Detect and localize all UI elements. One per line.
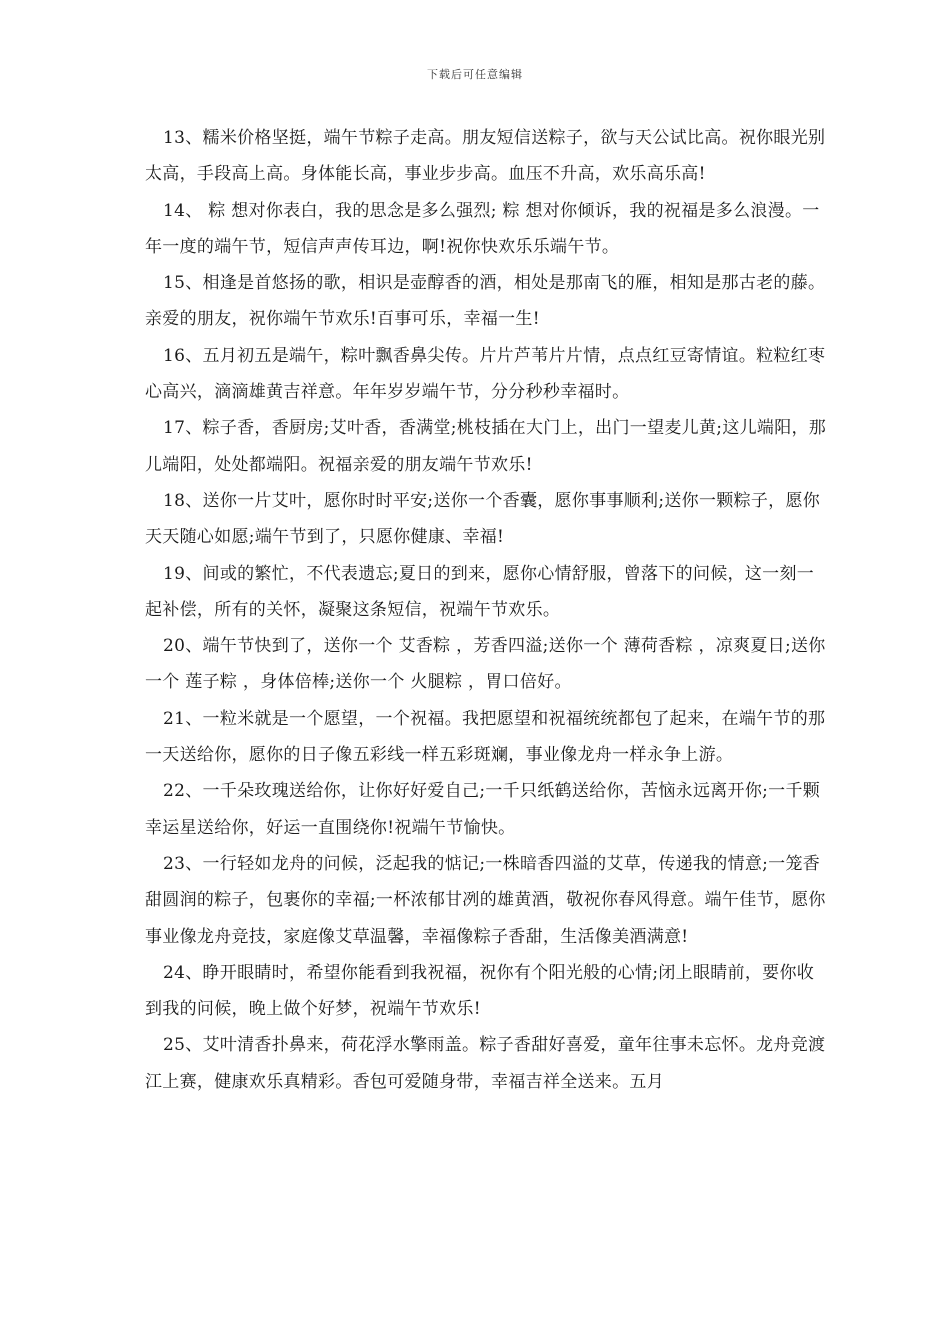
paragraph-23: 23、一行轻如龙舟的问候，泛起我的惦记;一株暗香四溢的艾草，传递我的情意;一笼香甜圆润的粽子，包裹你的幸福;一杯浓郁甘冽的雄黄酒，敬祝你春风得意。端午佳节，愿你事业像龙舟竞技，家庭像艾草温馨，幸福像粽子香甜，生活像美酒满意! xyxy=(145,853,826,947)
paragraph-14: 14、 粽 想对你表白，我的思念是多么强烈; 粽 想对你倾诉，我的祝福是多么浪漫。一年一度的端午节，短信声声传耳边，啊!祝你快欢乐乐端午节。 xyxy=(145,200,820,257)
paragraph-16: 16、五月初五是端午，粽叶飘香鼻尖传。片片芦苇片片情，点点红豆寄情谊。粒粒红枣心高兴，滴滴雄黄吉祥意。年年岁岁端午节，分分秒秒幸福时。 xyxy=(145,345,826,403)
document-body xyxy=(145,120,827,1100)
page-header: 下载后可任意编辑 xyxy=(427,68,523,81)
paragraph-22: 22、一千朵玫瑰送给你，让你好好爱自己;一千只纸鹤送给你，苦恼永远离开你;一千颗幸运星送给你，好运一直围绕你!祝端午节愉快。 xyxy=(145,781,821,838)
paragraph-13: 13、糯米价格坚挺，端午节粽子走高。朋友短信送粽子，欲与天公试比高。祝你眼光别太高，手段高上高。身体能长高，事业步步高。血压不升高，欢乐高乐高! xyxy=(145,128,826,185)
paragraph-17: 17、粽子香，香厨房;艾叶香，香满堂;桃枝插在大门上，出门一望麦儿黄;这儿端阳，那儿端阳，处处都端阳。祝福亲爱的朋友端午节欢乐! xyxy=(145,418,827,475)
paragraph-18: 18、送你一片艾叶，愿你时时平安;送你一个香囊，愿你事事顺利;送你一颗粽子，愿你天天随心如愿;端午节到了，只愿你健康、幸福! xyxy=(145,490,821,548)
paragraph-24: 24、睁开眼睛时，希望你能看到我祝福，祝你有个阳光般的心情;闭上眼睛前，要你收到我的问候，晚上做个好梦，祝端午节欢乐! xyxy=(145,962,815,1020)
paragraph-19: 19、间或的繁忙，不代表遗忘;夏日的到来，愿你心情舒服，曾落下的问候，这一刻一起补偿，所有的关怀，凝聚这条短信，祝端午节欢乐。 xyxy=(145,563,815,620)
paragraph-25: 25、艾叶清香扑鼻来，荷花浮水擎雨盖。粽子香甜好喜爱，童年往事未忘怀。龙舟竞渡江上赛，健康欢乐真精彩。香包可爱随身带，幸福吉祥全送来。五月 xyxy=(145,1035,826,1092)
paragraph-15: 15、相逢是首悠扬的歌，相识是壶醇香的酒，相处是那南飞的雁，相知是那古老的藤。亲爱的朋友，祝你端午节欢乐!百事可乐，幸福一生! xyxy=(145,273,826,330)
paragraph-20: 20、端午节快到了，送你一个 艾香粽 ，芳香四溢;送你一个 薄荷香粽 ，凉爽夏日;送你一个 莲子粽 ，身体倍棒;送你一个 火腿粽 ，胃口倍好。 xyxy=(145,636,826,693)
paragraph-21: 21、一粒米就是一个愿望，一个祝福。我把愿望和祝福统统都包了起来，在端午节的那一天送给你，愿你的日子像五彩线一样五彩斑斓，事业像龙舟一样永争上游。 xyxy=(145,708,826,766)
